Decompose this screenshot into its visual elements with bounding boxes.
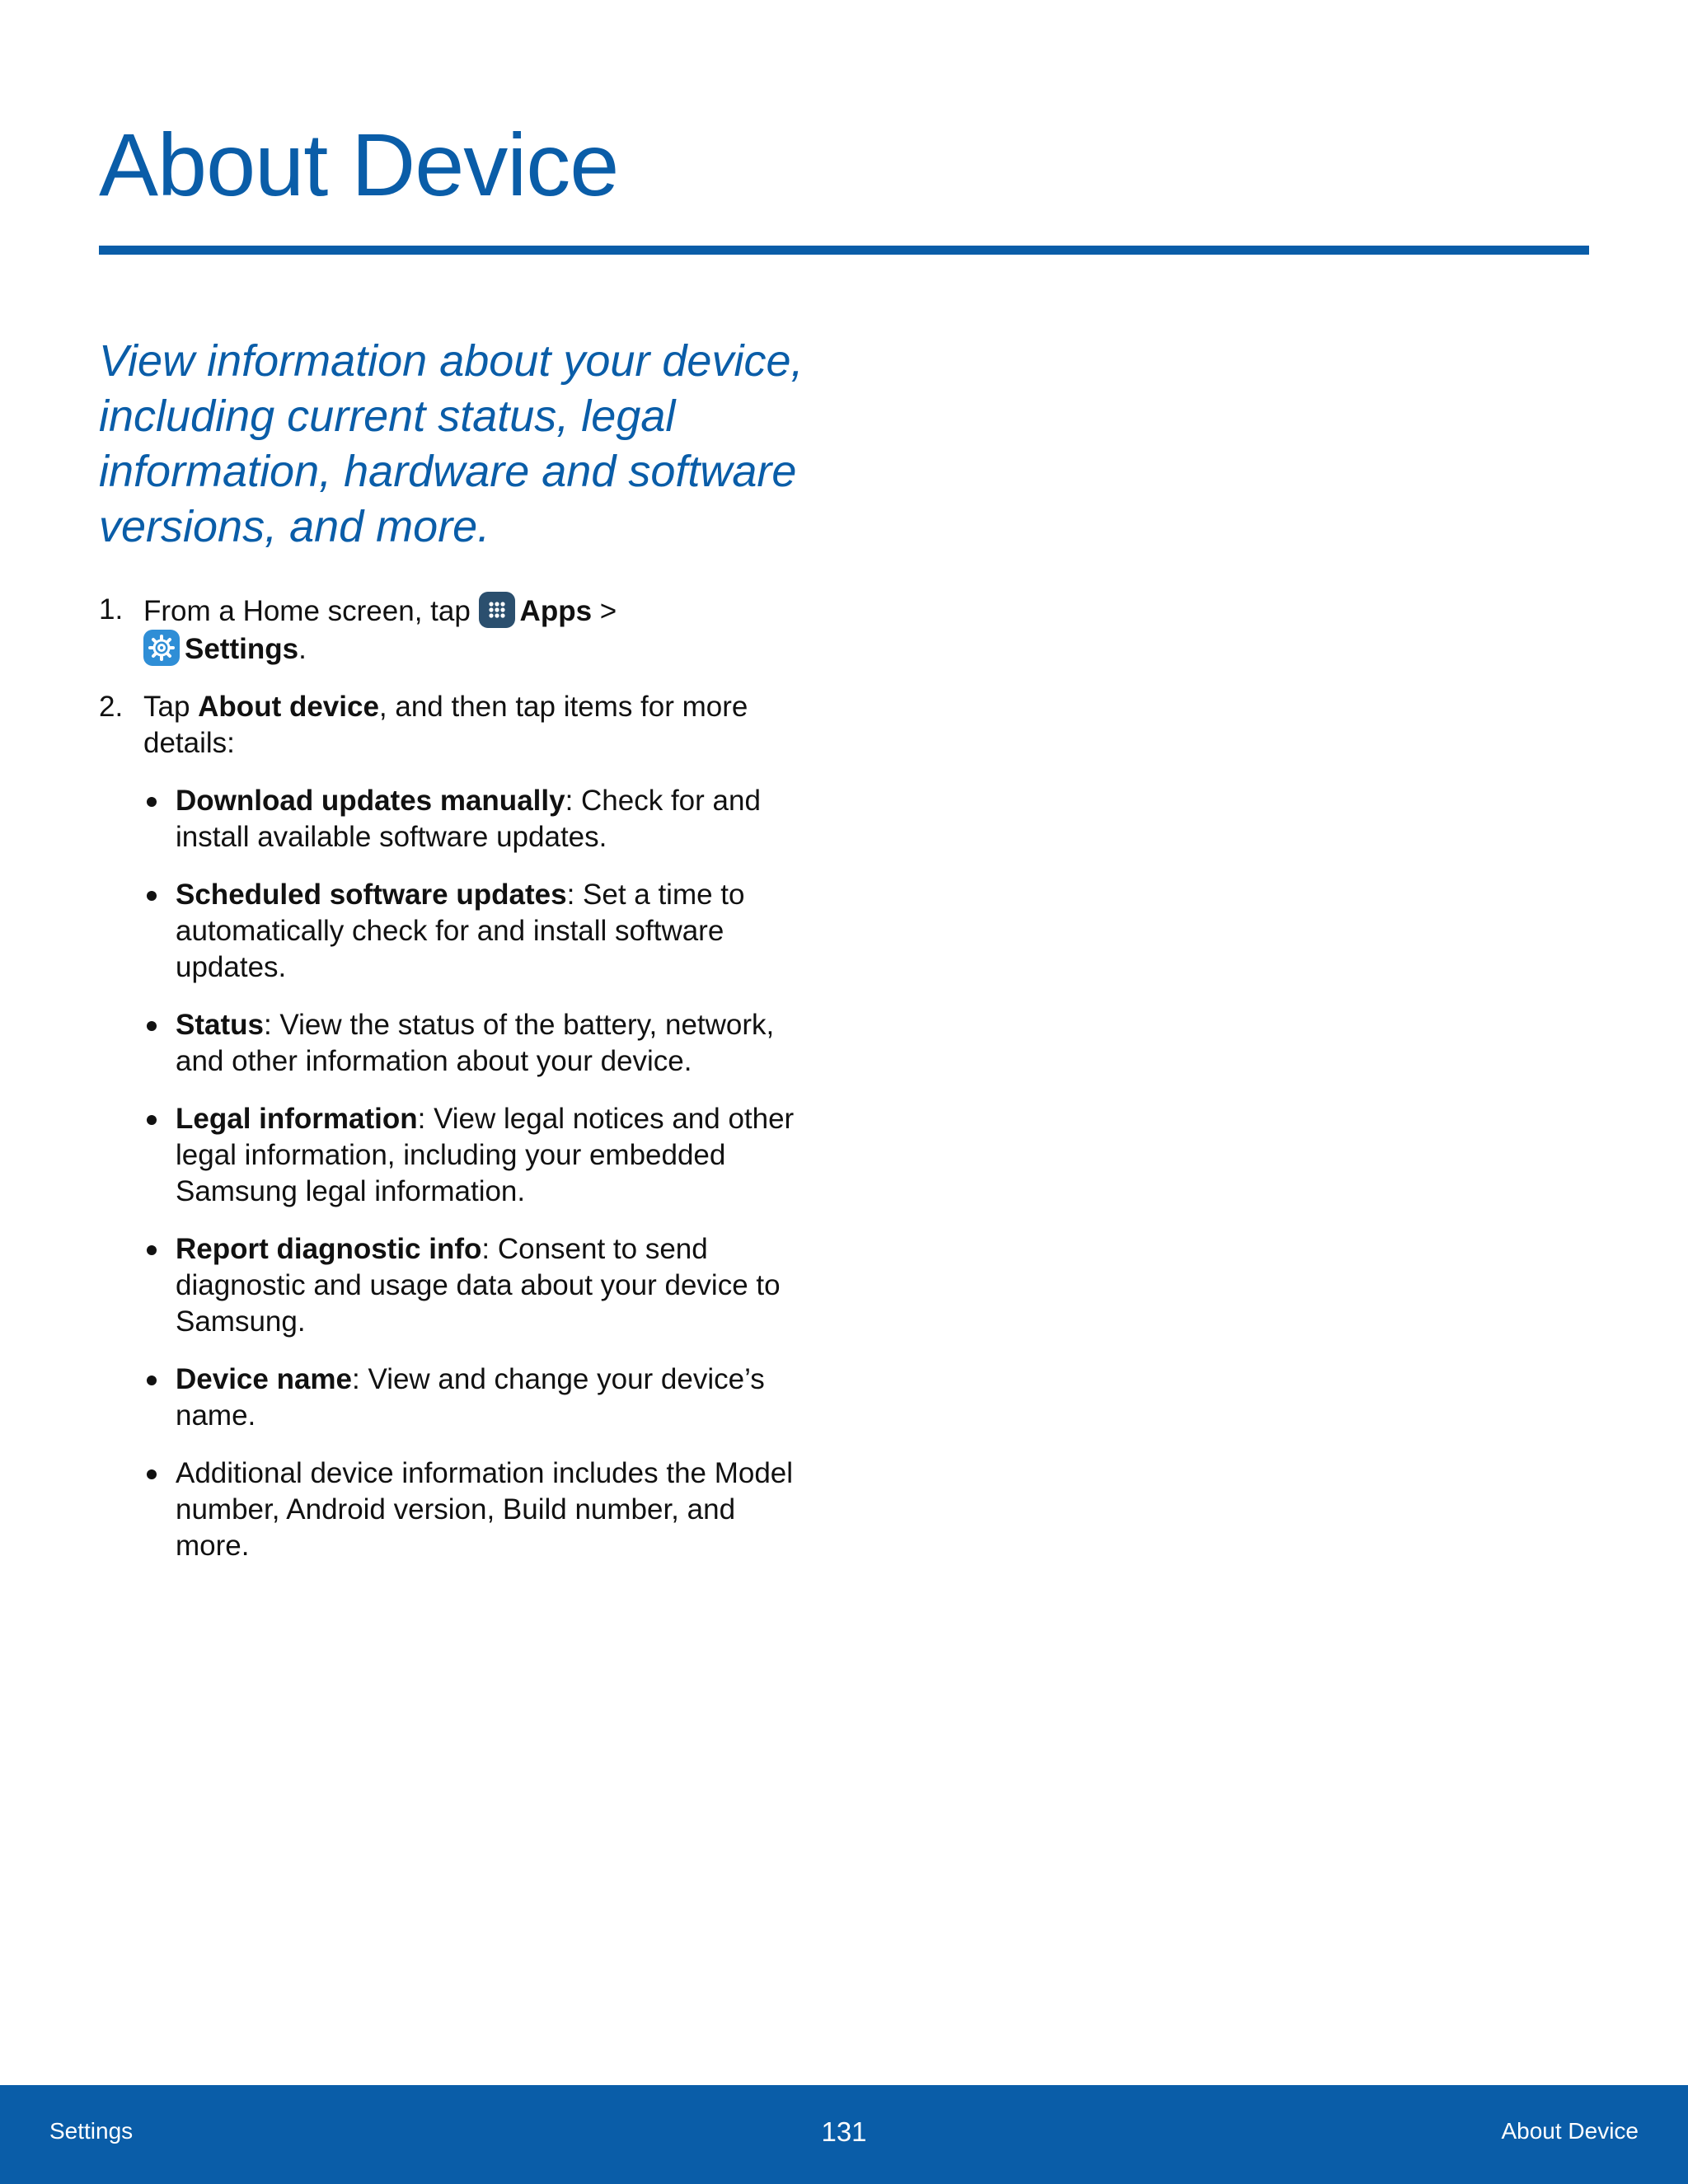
item-description: : View and change your device’s name. bbox=[176, 1363, 765, 1432]
settings-gear-icon bbox=[143, 630, 180, 666]
footer-chapter: About Device bbox=[1501, 2118, 1639, 2144]
list-item bbox=[143, 1007, 808, 1080]
step-text: From a Home screen, tap bbox=[143, 595, 479, 627]
step-number: 1. bbox=[99, 593, 124, 626]
bullet-dot bbox=[147, 797, 157, 807]
step-text: Tap bbox=[143, 691, 199, 723]
list-item bbox=[143, 1455, 808, 1564]
bullet-dot bbox=[147, 1376, 157, 1385]
bullet-dot bbox=[147, 1115, 157, 1125]
item-term: Report diagnostic info bbox=[176, 1233, 482, 1265]
list-item bbox=[143, 1361, 808, 1434]
intro-text: View information about your device, including current status, legal information, hardware and software versions, and more. bbox=[99, 336, 804, 551]
list-item bbox=[143, 1231, 808, 1340]
step-text-continued: , and then tap items for more details: bbox=[143, 691, 748, 759]
step-2 bbox=[99, 689, 808, 1564]
step-number: 2. bbox=[99, 691, 124, 723]
item-term: Status bbox=[176, 1009, 264, 1041]
details-list bbox=[143, 783, 808, 1564]
page-footer bbox=[0, 2085, 1688, 2184]
step-1 bbox=[99, 592, 808, 668]
title-divider bbox=[99, 246, 1589, 255]
separator: > bbox=[592, 595, 617, 627]
period: . bbox=[298, 633, 307, 665]
item-description: : Set a time to automatically check for and install software updates. bbox=[176, 879, 745, 983]
apps-label: Apps bbox=[519, 595, 593, 627]
item-term: Download updates manually bbox=[176, 785, 565, 817]
item-description: : Check for and install available software updates. bbox=[176, 785, 761, 853]
bullet-dot bbox=[147, 891, 157, 901]
footer-section: Settings bbox=[49, 2118, 134, 2144]
item-term: Legal information bbox=[176, 1103, 418, 1135]
item-term: Scheduled software updates bbox=[176, 879, 567, 911]
bullet-dot bbox=[147, 1245, 157, 1255]
page-number: 131 bbox=[821, 2116, 867, 2147]
apps-grid-icon bbox=[479, 592, 515, 628]
item-description: : View the status of the battery, network, and other information about your device. bbox=[176, 1009, 775, 1077]
item-description: : View legal notices and other legal information, including your embedded Samsung legal information. bbox=[176, 1103, 795, 1207]
bullet-dot bbox=[147, 1021, 157, 1031]
bullet-dot bbox=[147, 1469, 157, 1479]
item-description: Additional device information includes the Model number, Android version, Build number, and more. bbox=[176, 1457, 794, 1562]
item-term: Device name bbox=[176, 1363, 353, 1395]
list-item bbox=[143, 877, 808, 986]
list-item bbox=[143, 1101, 808, 1210]
about-device-label: About device bbox=[198, 691, 379, 723]
steps-list bbox=[99, 592, 808, 1586]
settings-label: Settings bbox=[185, 633, 299, 665]
list-item bbox=[143, 783, 808, 855]
page-title: About Device bbox=[99, 115, 619, 214]
item-description: : Consent to send diagnostic and usage data about your device to Samsung. bbox=[176, 1233, 781, 1338]
